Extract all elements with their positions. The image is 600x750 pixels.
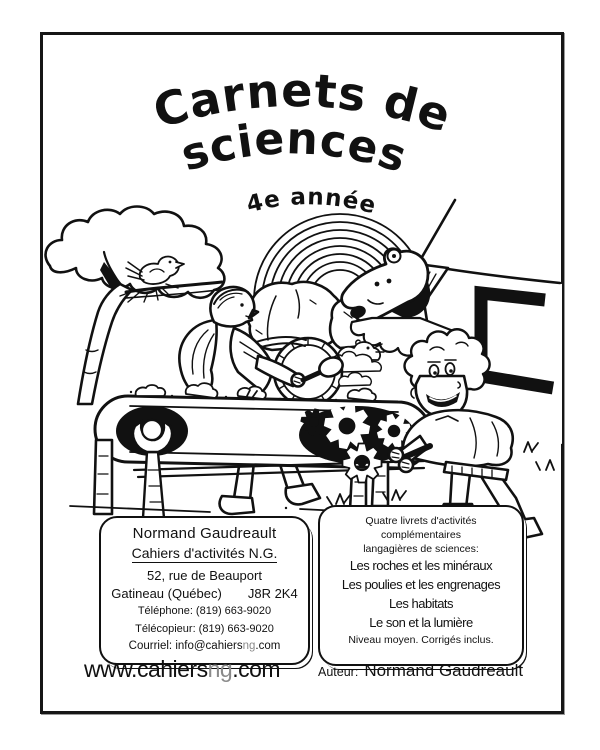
title-block xyxy=(147,63,458,219)
tree-trunk xyxy=(78,284,132,404)
contact-box xyxy=(99,516,310,665)
website-url: www.cahiersng.com xyxy=(84,656,281,682)
booklet-title: Les roches et les minéraux xyxy=(349,558,493,573)
contact-email: Courriel: info@cahiersng.com xyxy=(128,640,281,652)
email-address: info@cahiersng.com xyxy=(175,640,281,652)
title-line-1: Carnets de xyxy=(147,63,458,144)
dust-puffs xyxy=(339,373,372,387)
illustration-scene xyxy=(46,200,562,540)
girl-shoe-left xyxy=(220,496,254,514)
booklet-title: Le son et la lumière xyxy=(369,615,473,630)
contact-address: 52, rue de Beauport xyxy=(147,568,262,583)
girl-shoe-right xyxy=(286,484,320,504)
contact-name: Normand Gaudreault xyxy=(132,525,277,542)
contact-phone: Téléphone: (819) 663-9020 xyxy=(137,605,272,617)
booklets-box xyxy=(318,505,524,666)
contact-company: Cahiers d'activités N.G. xyxy=(131,545,278,561)
author-label: Auteur: xyxy=(318,665,359,679)
author-name: Normand Gaudreault xyxy=(364,661,524,680)
booklet-title: Les habitats xyxy=(388,596,454,611)
booklets-intro-2: complémentaires xyxy=(381,529,461,541)
girl-ponytail xyxy=(179,320,216,395)
booklets-intro-3: langagières de sciences: xyxy=(363,543,479,555)
title-line-2: sciences xyxy=(175,113,414,184)
contact-postal-code: J8R 2K4 xyxy=(247,586,298,601)
contact-city: Gatineau (Québec) xyxy=(111,586,222,601)
booklets-note: Niveau moyen. Corrigés inclus. xyxy=(348,634,494,646)
author-line xyxy=(318,661,523,681)
booklets-intro-1: Quatre livrets d'activités xyxy=(365,515,477,527)
booklet-title: Les poulies et les engrenages xyxy=(341,577,501,592)
contact-fax: Télécopieur: (819) 663-9020 xyxy=(135,623,274,635)
contact-city-line xyxy=(101,586,308,601)
title-line-3: 4e année xyxy=(243,184,380,220)
